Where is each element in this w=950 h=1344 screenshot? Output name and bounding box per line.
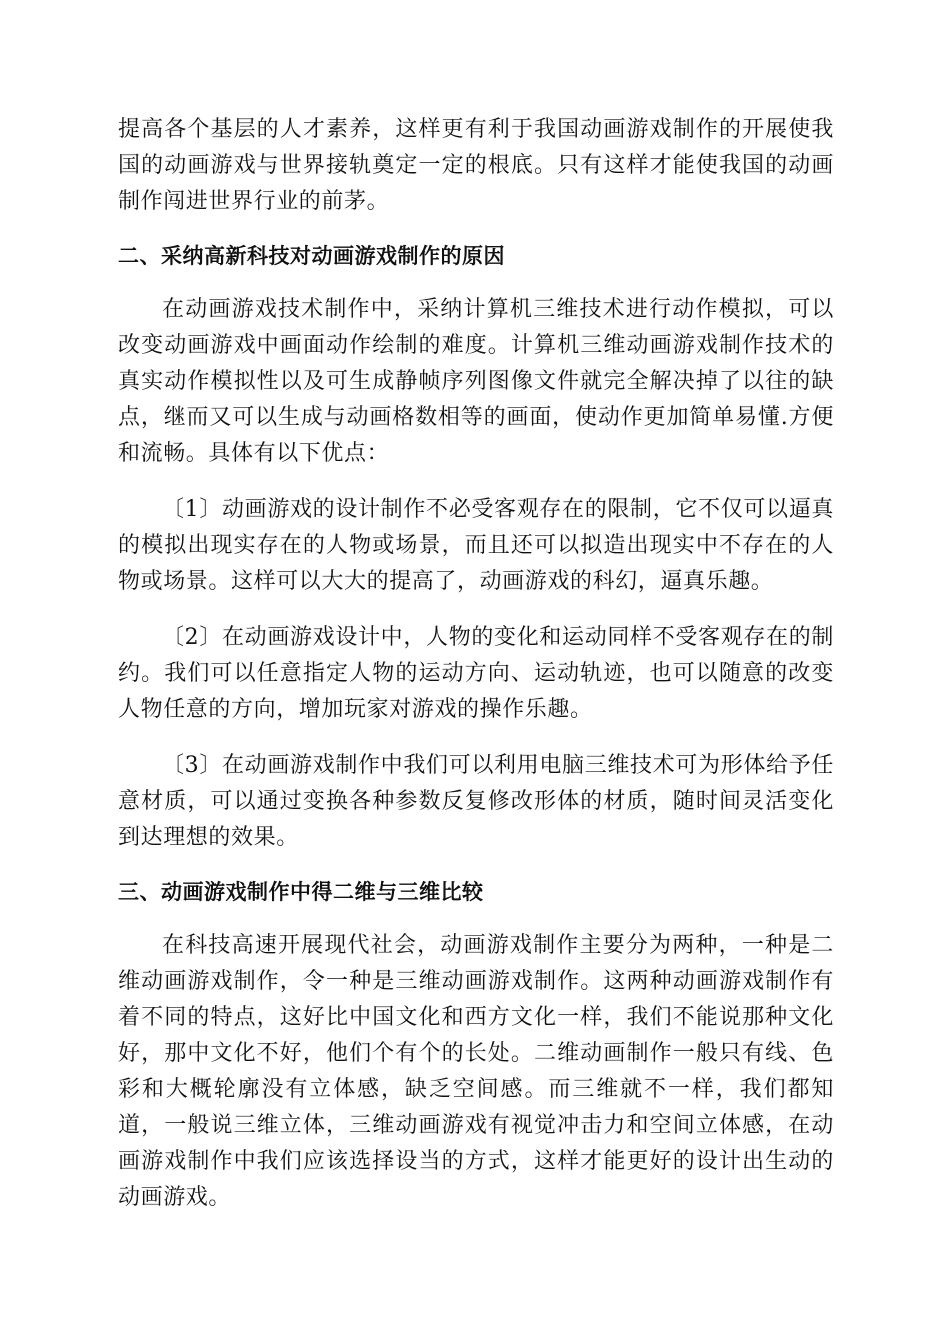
list-item-2: 〔2〕在动画游戏设计中，人物的变化和运动同样不受客观存在的制约。我们可以任意指定人物的运动方向、运动轨迹，也可以随意的改变人物任意的方向，增加玩家对游戏的操作乐趣。: [118, 625, 834, 722]
paragraph-section-2: 在动画游戏技术制作中，采纳计算机三维技术进行动作模拟，可以改变动画游戏中画面动作绘制的难度。计算机三维动画游戏制作技术的真实动作模拟性以及可生成静帧序列图像文件就完全解决掉了以往的缺点，继而又可以生成与动画格数相等的画面，使动作更加简单易懂.方便和流畅。具体有以下优点：: [118, 297, 834, 466]
paragraph-intro: 提高各个基层的人才素养，这样更有利于我国动画游戏制作的开展使我国的动画游戏与世界接轨奠定一定的根底。只有这样才能使我国的动画制作闯进世界行业的前茅。: [118, 117, 834, 214]
paragraph-section-3: 在科技高速开展现代社会，动画游戏制作主要分为两种，一种是二维动画游戏制作，令一种是三维动画游戏制作。这两种动画游戏制作有着不同的特点，这好比中国文化和西方文化一样，我们不能说那种文化好，那中文化不好，他们个有个的长处。二维动画制作一般只有线、色彩和大概轮廓没有立体感，缺乏空间感。而三维就不一样，我们都知道，一般说三维立体，三维动画游戏有视觉冲击力和空间立体感，在动画游戏制作中我们应该选择设当的方式，这样才能更好的设计出生动的动画游戏。: [118, 933, 834, 1210]
list-item-1: 〔1〕动画游戏的设计制作不必受客观存在的限制，它不仅可以逼真的模拟出现实存在的人物或场景，而且还可以拟造出现实中不存在的人物或场景。这样可以大大的提高了，动画游戏的科幻，逼真乐趣。: [118, 497, 834, 594]
document-page: [118, 112, 834, 1216]
section-heading-2: 二、采纳高新科技对动画游戏制作的原因: [118, 244, 505, 268]
list-item-3: 〔3〕在动画游戏制作中我们可以利用电脑三维技术可为形体给予任意材质，可以通过变换各种参数反复修改形体的材质，随时间灵活变化到达理想的效果。: [118, 753, 834, 850]
section-heading-3: 三、动画游戏制作中得二维与三维比较: [118, 880, 484, 904]
